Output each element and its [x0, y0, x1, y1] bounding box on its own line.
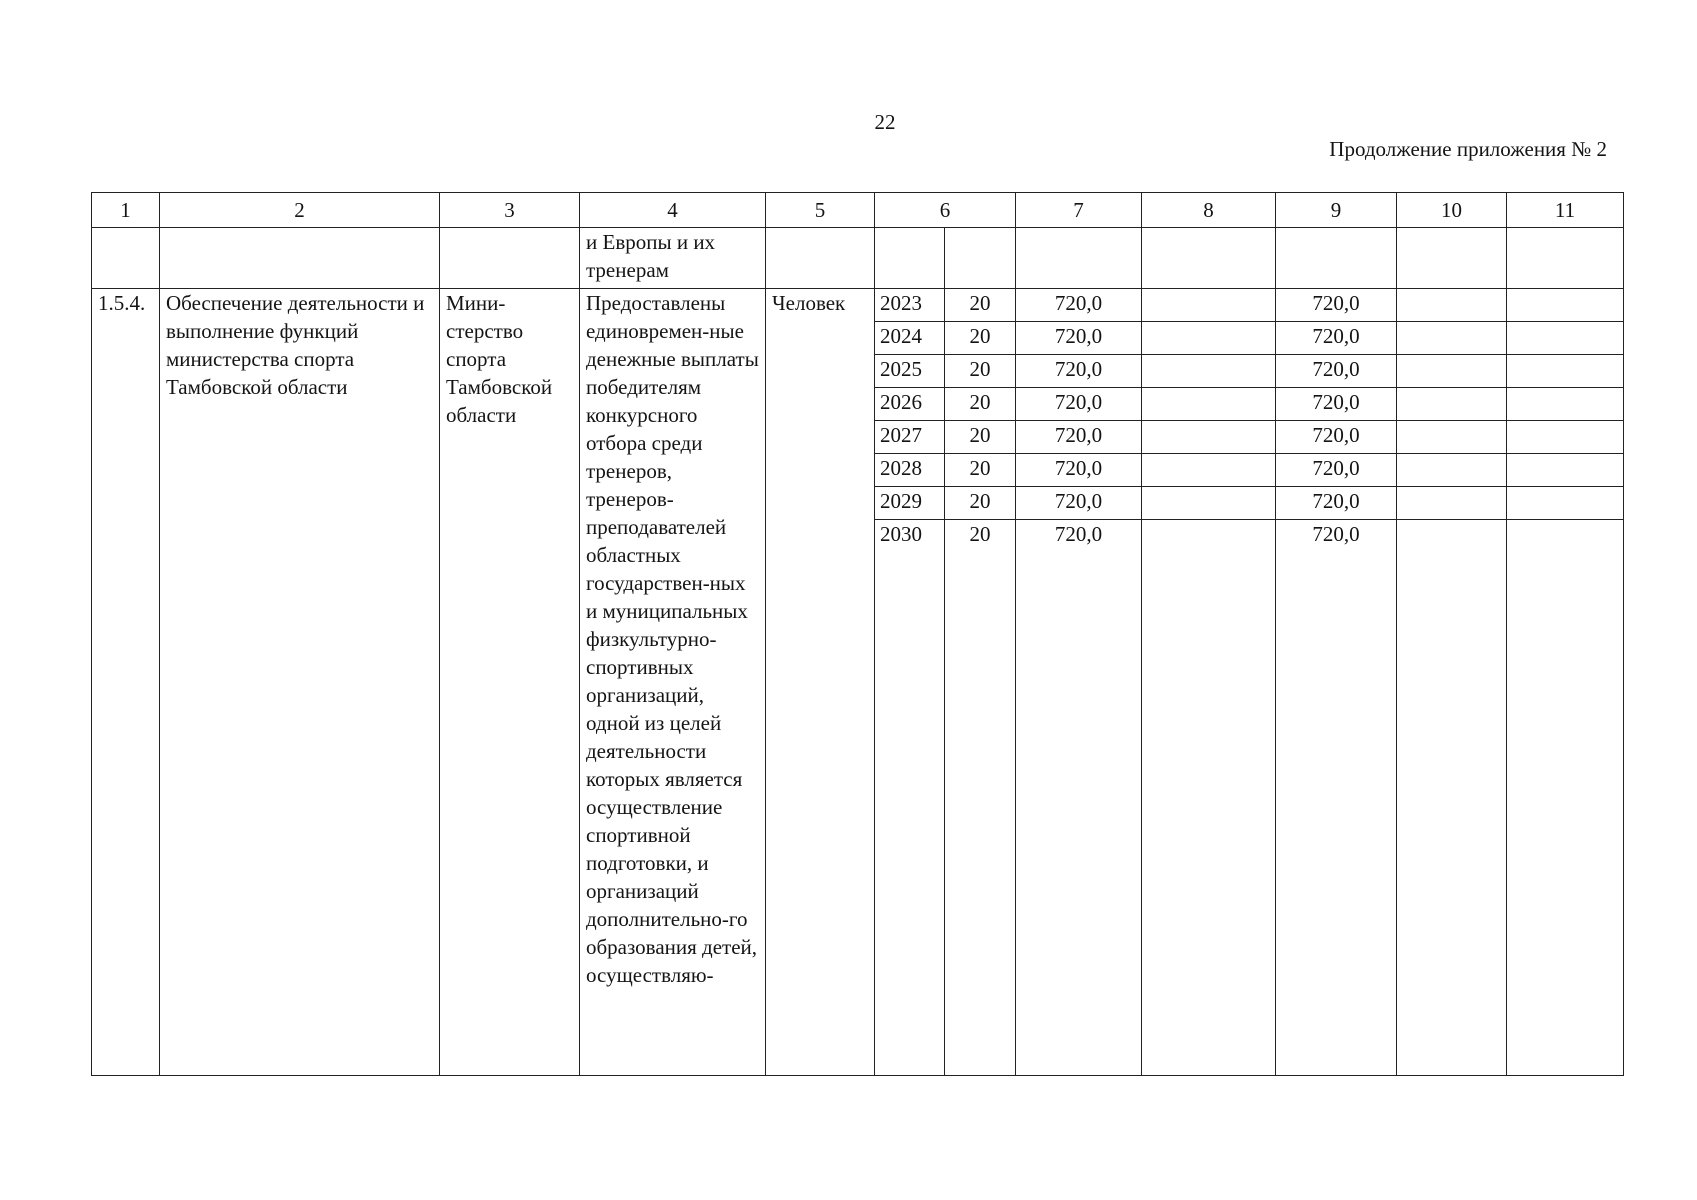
- value-cell: 720,0: [1276, 421, 1397, 454]
- value-cell: 720,0: [1016, 454, 1142, 487]
- count-cell: 20: [945, 355, 1016, 388]
- value-cell: 720,0: [1016, 388, 1142, 421]
- count-cell: 20: [945, 421, 1016, 454]
- count-cell: 20: [945, 520, 1016, 1076]
- value-cell: 720,0: [1276, 388, 1397, 421]
- appendix-title: Продолжение приложения № 2: [1329, 137, 1607, 161]
- table-cell: [1276, 228, 1397, 289]
- header-cell: 9: [1276, 193, 1397, 228]
- year-cell: 2024: [875, 322, 945, 355]
- value-cell: 720,0: [1016, 289, 1142, 322]
- value-cell: 720,0: [1016, 421, 1142, 454]
- header-cell: 8: [1142, 193, 1276, 228]
- value-cell: [1507, 355, 1624, 388]
- year-cell: 2023: [875, 289, 945, 322]
- value-cell: [1397, 355, 1507, 388]
- value-cell: 720,0: [1016, 487, 1142, 520]
- year-cell: 2029: [875, 487, 945, 520]
- value-cell: [1142, 421, 1276, 454]
- item-title: Обеспечение деятельности и выполнение функций министерства спорта Тамбовской области: [160, 289, 440, 1076]
- value-cell: [1397, 520, 1507, 1076]
- table-cell: [92, 228, 160, 289]
- value-cell: [1142, 322, 1276, 355]
- table-cell: [1142, 228, 1276, 289]
- value-cell: 720,0: [1276, 322, 1397, 355]
- value-cell: [1507, 520, 1624, 1076]
- header-cell: 2: [160, 193, 440, 228]
- year-cell: 2026: [875, 388, 945, 421]
- value-cell: 720,0: [1016, 322, 1142, 355]
- item-executor: Мини-стерство спорта Тамбовской области: [440, 289, 580, 1076]
- table-row: [92, 289, 1624, 322]
- value-cell: [1397, 421, 1507, 454]
- header-row: [92, 193, 1624, 228]
- count-cell: 20: [945, 487, 1016, 520]
- value-cell: [1397, 289, 1507, 322]
- table-cell: [1507, 228, 1624, 289]
- value-cell: [1142, 454, 1276, 487]
- table-cell: [440, 228, 580, 289]
- value-cell: [1142, 520, 1276, 1076]
- value-cell: [1507, 388, 1624, 421]
- value-cell: 720,0: [1276, 487, 1397, 520]
- item-number: 1.5.4.: [92, 289, 160, 1076]
- header-cell: 7: [1016, 193, 1142, 228]
- table-cell: [1016, 228, 1142, 289]
- year-cell: 2028: [875, 454, 945, 487]
- header-cell: 1: [92, 193, 160, 228]
- value-cell: [1397, 454, 1507, 487]
- value-cell: [1507, 322, 1624, 355]
- value-cell: [1397, 322, 1507, 355]
- item-unit: Человек: [766, 289, 875, 1076]
- header-cell: 6: [875, 193, 1016, 228]
- count-cell: 20: [945, 454, 1016, 487]
- value-cell: 720,0: [1016, 520, 1142, 1076]
- year-cell: 2027: [875, 421, 945, 454]
- value-cell: [1507, 289, 1624, 322]
- item-result: Предоставлены единовремен-ные денежные выплаты победителям конкурсного отбора среди тренеров, тренеров-преподавателей областных государствен-ных и муниципальных физкультурно-спортивных организаций, одной из целей деятельности которых является осуществление спортивной подготовки, и организаций дополнительно-го образования детей, осуществляю-: [580, 289, 766, 1076]
- header-cell: 3: [440, 193, 580, 228]
- table-cell: [875, 228, 945, 289]
- value-cell: [1142, 289, 1276, 322]
- program-table: [91, 192, 1624, 1076]
- table-cell: [945, 228, 1016, 289]
- count-cell: 20: [945, 289, 1016, 322]
- table-cell: [160, 228, 440, 289]
- header-cell: 11: [1507, 193, 1624, 228]
- count-cell: 20: [945, 388, 1016, 421]
- value-cell: 720,0: [1276, 520, 1397, 1076]
- value-cell: 720,0: [1276, 355, 1397, 388]
- continuation-text: и Европы и их тренерам: [580, 228, 766, 289]
- value-cell: [1142, 355, 1276, 388]
- year-cell: 2030: [875, 520, 945, 1076]
- value-cell: [1397, 487, 1507, 520]
- value-cell: [1507, 487, 1624, 520]
- value-cell: [1507, 454, 1624, 487]
- count-cell: 20: [945, 322, 1016, 355]
- table-cell: [766, 228, 875, 289]
- header-cell: 5: [766, 193, 875, 228]
- value-cell: 720,0: [1276, 289, 1397, 322]
- value-cell: 720,0: [1276, 454, 1397, 487]
- year-cell: 2025: [875, 355, 945, 388]
- value-cell: [1142, 388, 1276, 421]
- table-cell: [1397, 228, 1507, 289]
- page-number: 22: [874, 110, 896, 134]
- header-cell: 4: [580, 193, 766, 228]
- value-cell: [1397, 388, 1507, 421]
- value-cell: [1142, 487, 1276, 520]
- value-cell: 720,0: [1016, 355, 1142, 388]
- continuation-row: [92, 228, 1624, 289]
- value-cell: [1507, 421, 1624, 454]
- header-cell: 10: [1397, 193, 1507, 228]
